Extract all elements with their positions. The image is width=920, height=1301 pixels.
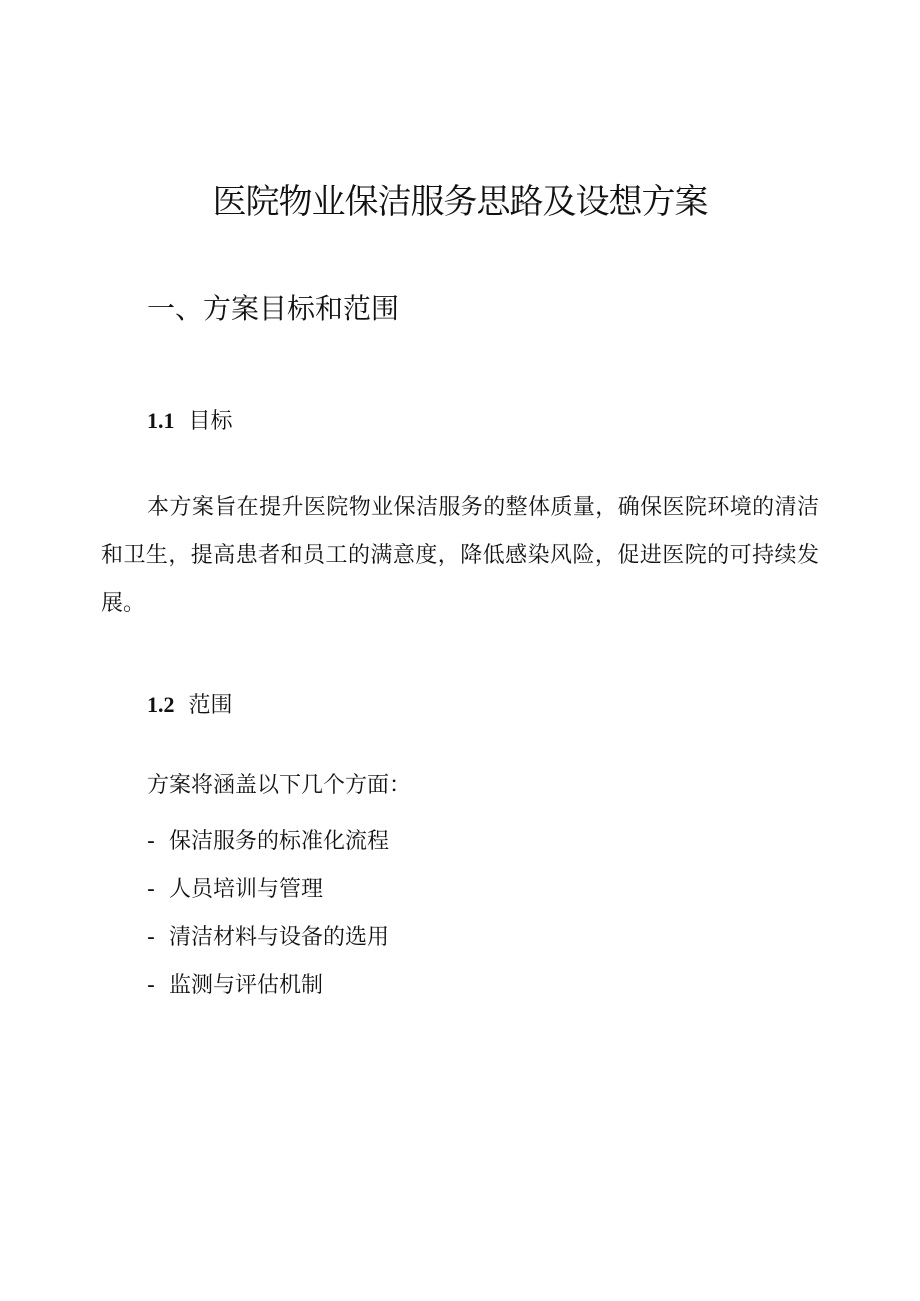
bullet-marker: - — [147, 925, 155, 950]
bullet-marker: - — [147, 973, 155, 998]
scope-list — [147, 818, 389, 1010]
bullet-marker: - — [147, 829, 155, 854]
list-item — [147, 914, 389, 962]
section-heading-1: 一、方案目标和范围 — [147, 292, 400, 325]
list-item-text: 清洁材料与设备的选用 — [169, 925, 390, 950]
subsection-heading-scope — [147, 689, 233, 722]
list-item-text: 保洁服务的标准化流程 — [169, 829, 390, 854]
list-item — [147, 866, 389, 914]
document-title: 医院物业保洁服务思路及设想方案 — [212, 182, 708, 222]
subsection-label: 范围 — [188, 693, 233, 718]
list-item — [147, 962, 389, 1010]
list-item — [147, 818, 389, 866]
scope-intro: 方案将涵盖以下几个方面： — [147, 773, 412, 798]
subsection-number: 1.1 — [147, 408, 175, 433]
bullet-marker: - — [147, 877, 155, 902]
goal-paragraph: 本方案旨在提升医院物业保洁服务的整体质量，确保医院环境的清洁和卫生，提高患者和员工的满意度，降低感染风险，促进医院的可持续发展。 — [101, 495, 819, 616]
subsection-heading-goal — [147, 405, 233, 438]
subsection-number: 1.2 — [147, 692, 175, 717]
list-item-text: 人员培训与管理 — [169, 877, 324, 902]
list-item-text: 监测与评估机制 — [169, 973, 324, 998]
subsection-label: 目标 — [188, 409, 233, 434]
